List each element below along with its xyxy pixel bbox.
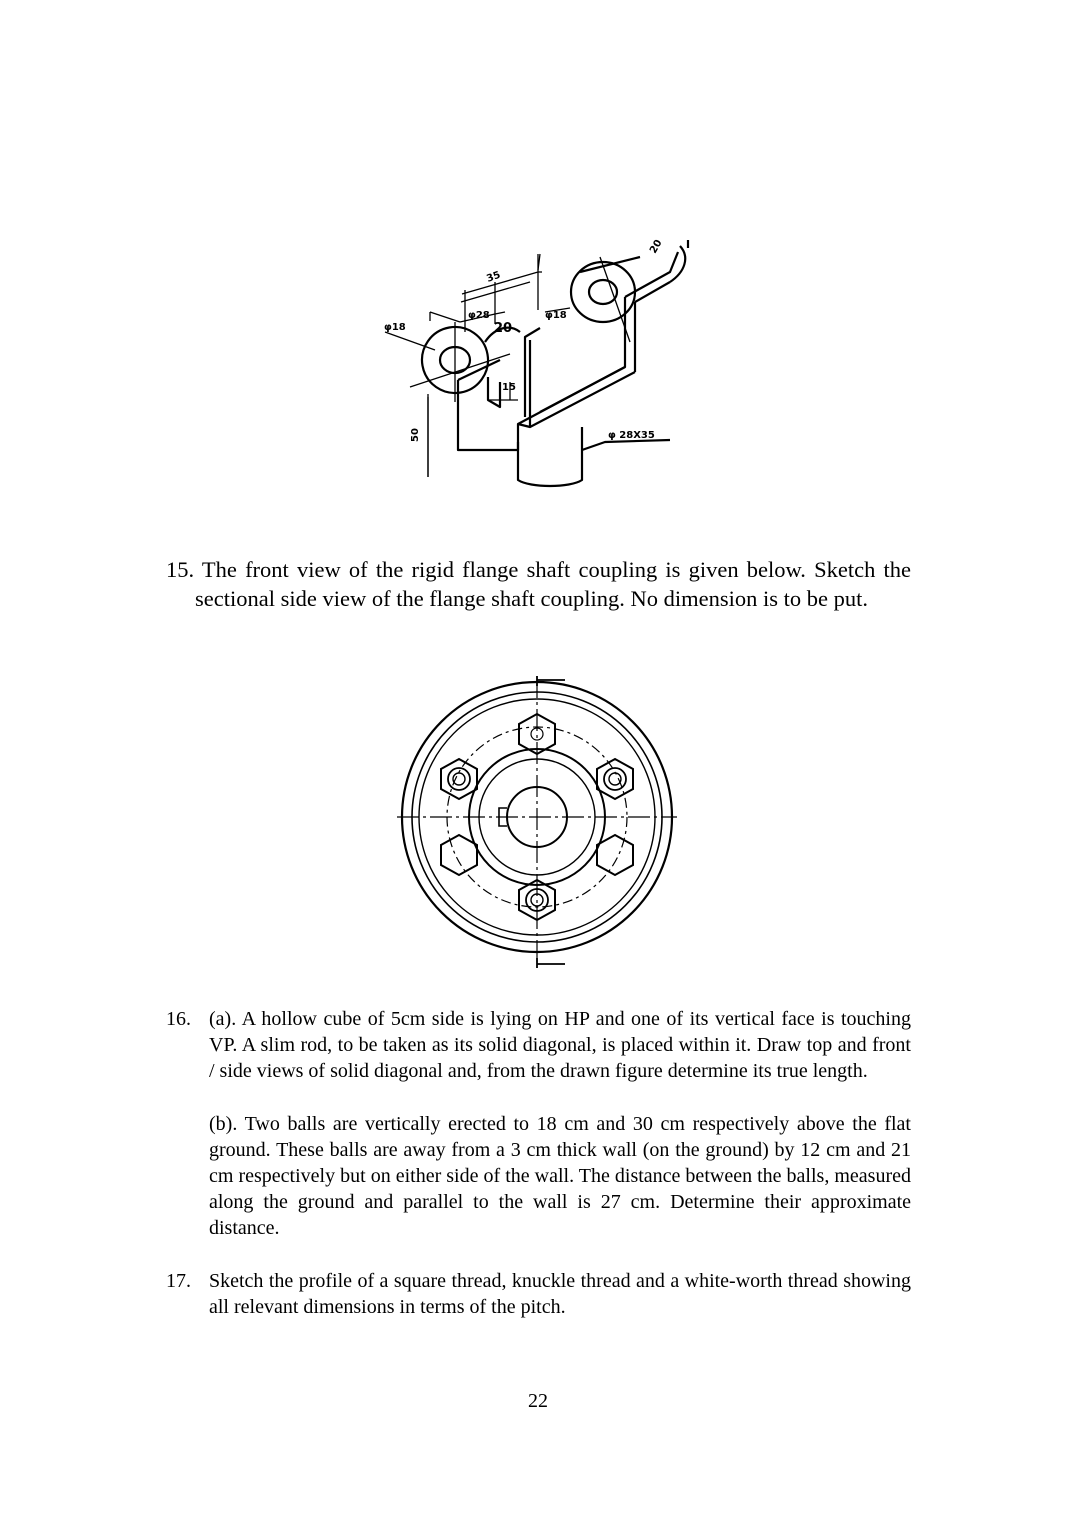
- dim-50: 50: [410, 428, 421, 442]
- question-17-number: 17.: [166, 1270, 191, 1292]
- question-15-text: The front view of the rigid flange shaft coupling is given below. Sketch the sectional side view of the flange shaft coupling. No dimension is to be put.: [195, 557, 911, 611]
- dim-phi28x35: φ 28X35: [608, 430, 655, 441]
- dim-20-top: 20: [648, 237, 665, 256]
- question-17: [166, 1268, 911, 1320]
- dim-20-mid: 20: [494, 321, 513, 336]
- bolt-lower-right: [597, 835, 633, 875]
- question-17-text: Sketch the profile of a square thread, knuckle thread and a white-worth thread showing all relevant dimensions in terms of the pitch.: [209, 1270, 911, 1319]
- question-16-part-b: (b). Two balls are vertically erected to 18 cm and 30 cm respectively above the flat ground. These balls are away from a 3 cm thick wall (on the ground) by 12 cm and 21 cm respectively but on either side of the wall. The distance between the balls, measured along the ground and parallel to the wall is 27 cm. Determine their approximate distance.: [209, 1112, 911, 1240]
- flange-coupling-front-view: [395, 668, 685, 973]
- bottom-cylinder: [518, 427, 582, 486]
- dim-phi18-right: φ18: [545, 310, 567, 321]
- bolt-lower-left: [441, 835, 477, 875]
- question-15-number: 15.: [166, 557, 195, 582]
- bolt-upper-right: [597, 759, 633, 799]
- question-16-number: 16.: [166, 1008, 191, 1030]
- dim-35: 35: [485, 269, 503, 285]
- dim-phi28: φ28: [468, 310, 490, 321]
- bracket-isometric-figure: [370, 232, 700, 492]
- bolt-upper-left: [441, 759, 477, 799]
- question-16-part-a: (a). A hollow cube of 5cm side is lying on HP and one of its vertical face is touching VP. A slim rod, to be taken as its solid diagonal, is placed within it. Draw top and front / side views of solid diagonal and, from the drawn figure determine its true length.: [209, 1008, 911, 1083]
- page-number: 22: [528, 1390, 548, 1412]
- dim-phi18-left: φ18: [384, 322, 406, 333]
- question-16: [166, 1006, 911, 1242]
- question-15: [166, 555, 911, 613]
- dim-15: 15: [502, 382, 516, 393]
